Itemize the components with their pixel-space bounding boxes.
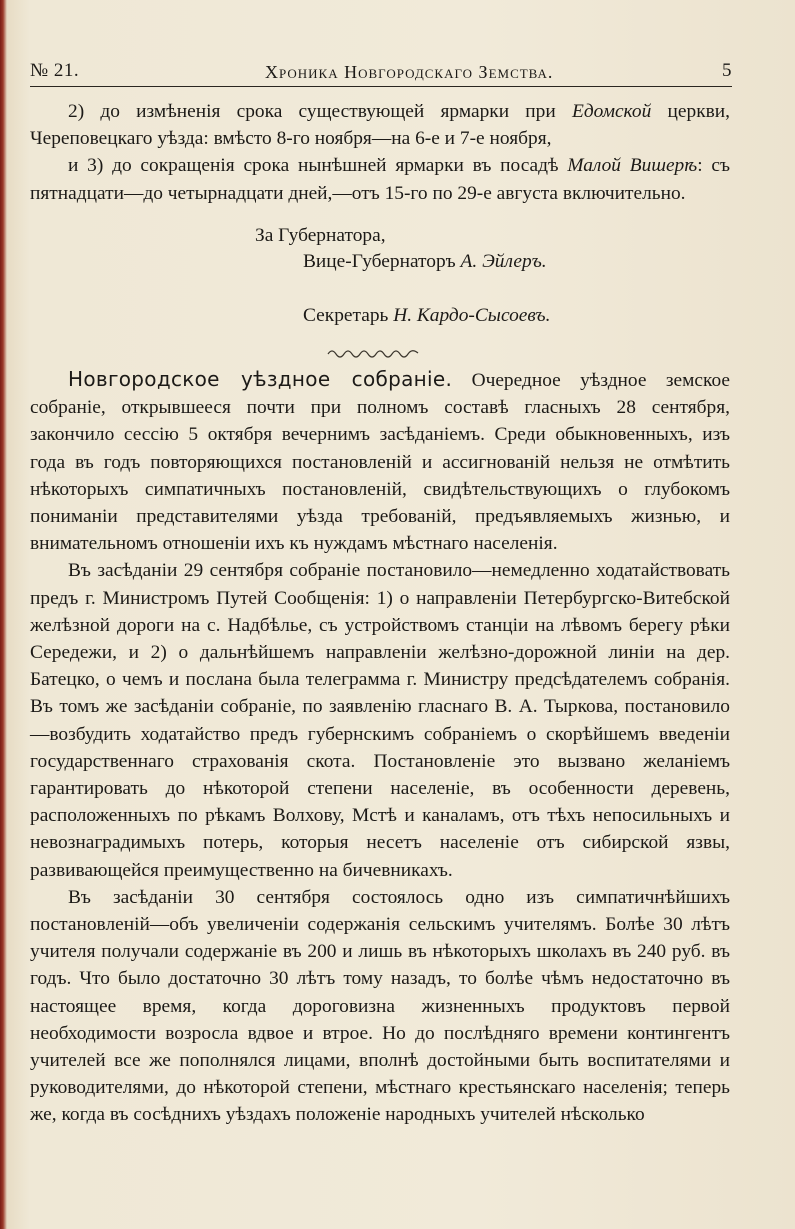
article-paragraph-1 [30,366,730,557]
article-heading: Новгородское уѣздное собраніе. [68,367,453,391]
article-paragraph-2: Въ засѣданіи 29 сентября собраніе постановило—немедленно ходатайствовать предъ г. Министромъ Путей Сообщенія: 1) о направленіи Петербургско-Витебской желѣзной дороги на с. Надбѣлье, съ устройствомъ станціи на лѣвомъ берегу рѣки Середежи, и 2) о дальнѣйшемъ направленіи желѣзно-дорожной линіи на дер. Батецко, о чемъ и послана была телеграмма г. Министру предсѣдателемъ собранія. Въ томъ же засѣданіи собраніе, по заявленію гласнаго В. А. Тыркова, постановило—возбудить ходатайство предъ губернскимъ собраніемъ о скорѣйшемъ введеніи государственнаго страхованія скота. Постановленіе это вызвано желаніемъ гарантировать до нѣкоторой степени населеніе, въ особенности деревень, расположенныхъ по рѣкамъ Волхову, Мстѣ и каналамъ, отъ тѣхъ непосильныхъ и невознаградимыхъ потерь, которыя несетъ населеніе отъ сибирской язвы, развивающейся преимущественно на бичевникахъ. [30,560,730,881]
signature-line-3 [303,305,550,327]
article-body [30,366,730,1129]
page-number: 5 [722,60,732,81]
vice-governor-name: А. Эйлеръ. [460,251,547,272]
signature-line-2 [303,251,547,273]
article-paragraph-3: Въ засѣданіи 30 сентября состоялось одно изъ симпатичнѣйшихъ постановленій—объ увеличеніи содержанія сельскимъ учителямъ. Болѣе 30 лѣтъ учителя получали содержаніе въ 200 и лишь въ нѣкоторыхъ школахъ въ 240 руб. въ годъ. Что было достаточно 30 лѣтъ тому назадъ, то болѣе чѣмъ недостаточно въ настоящее время, когда дороговизна жизненныхъ продуктовъ первой необходимости возросла вдвое и втрое. Но до послѣдняго времени контингентъ учителей все же пополнялся лицами, вполнѣ достойными быть воспитателями и руководителями, до нѣкоторой степени, мѣстнаго крестьянскаго населенія; теперь же, когда въ сосѣднихъ уѣздахъ положеніе народныхъ учителей нѣсколько [30,886,730,1126]
item3-text-a: и 3) до сокращенія срока нынѣшней ярмарки въ посадѣ [68,155,568,177]
place-name: Малой Вишерѣ [567,155,698,177]
signature-line-1: За Губернатора, [255,225,386,246]
secretary-name: Н. Кардо-Сысоевъ. [393,305,551,326]
item2-text-a: 2) до измѣненія срока существующей ярмарки при [68,101,572,122]
section-divider-flourish [326,345,421,361]
journal-title: Хроника Новгородскаго Земства. [265,62,554,82]
item3-text-b: : съ пятнадцати—до четырнадцати дней,—отъ 15-го по 29-е августа включительно. [30,155,731,204]
church-name: Едомской [571,101,652,122]
secretary-title: Секретарь [303,305,394,326]
paragraph-1-text: Очередное уѣздное земское собраніе, открывшееся почти при полномъ составѣ гласныхъ 28 сентября, закончило сессію 5 октября вечернимъ засѣданіемъ. Среди обыкновенныхъ, изъ года въ годъ повторяющихся постановленій и ассигнованій нельзя не отмѣтить нѣкоторыхъ симпатичныхъ постановленій, свидѣтельствующихъ о глубокомъ пониманіи представителями уѣзда требованій, предъявляемыхъ жизнью, и внимательномъ отношеніи ихъ къ нуждамъ мѣстнаго населенія. [30,370,730,555]
running-header [30,58,732,87]
continued-decree [30,98,730,207]
issue-number: № 21. [30,60,80,81]
decree-item-2 [30,98,730,152]
vice-governor-title: Вице-Губернаторъ [303,251,461,272]
decree-item-3 [30,152,730,206]
item2-text-b: церкви, Череповецкаго уѣзда: вмѣсто 8-го ноября—на 6-е и 7-е ноября, [30,101,730,150]
